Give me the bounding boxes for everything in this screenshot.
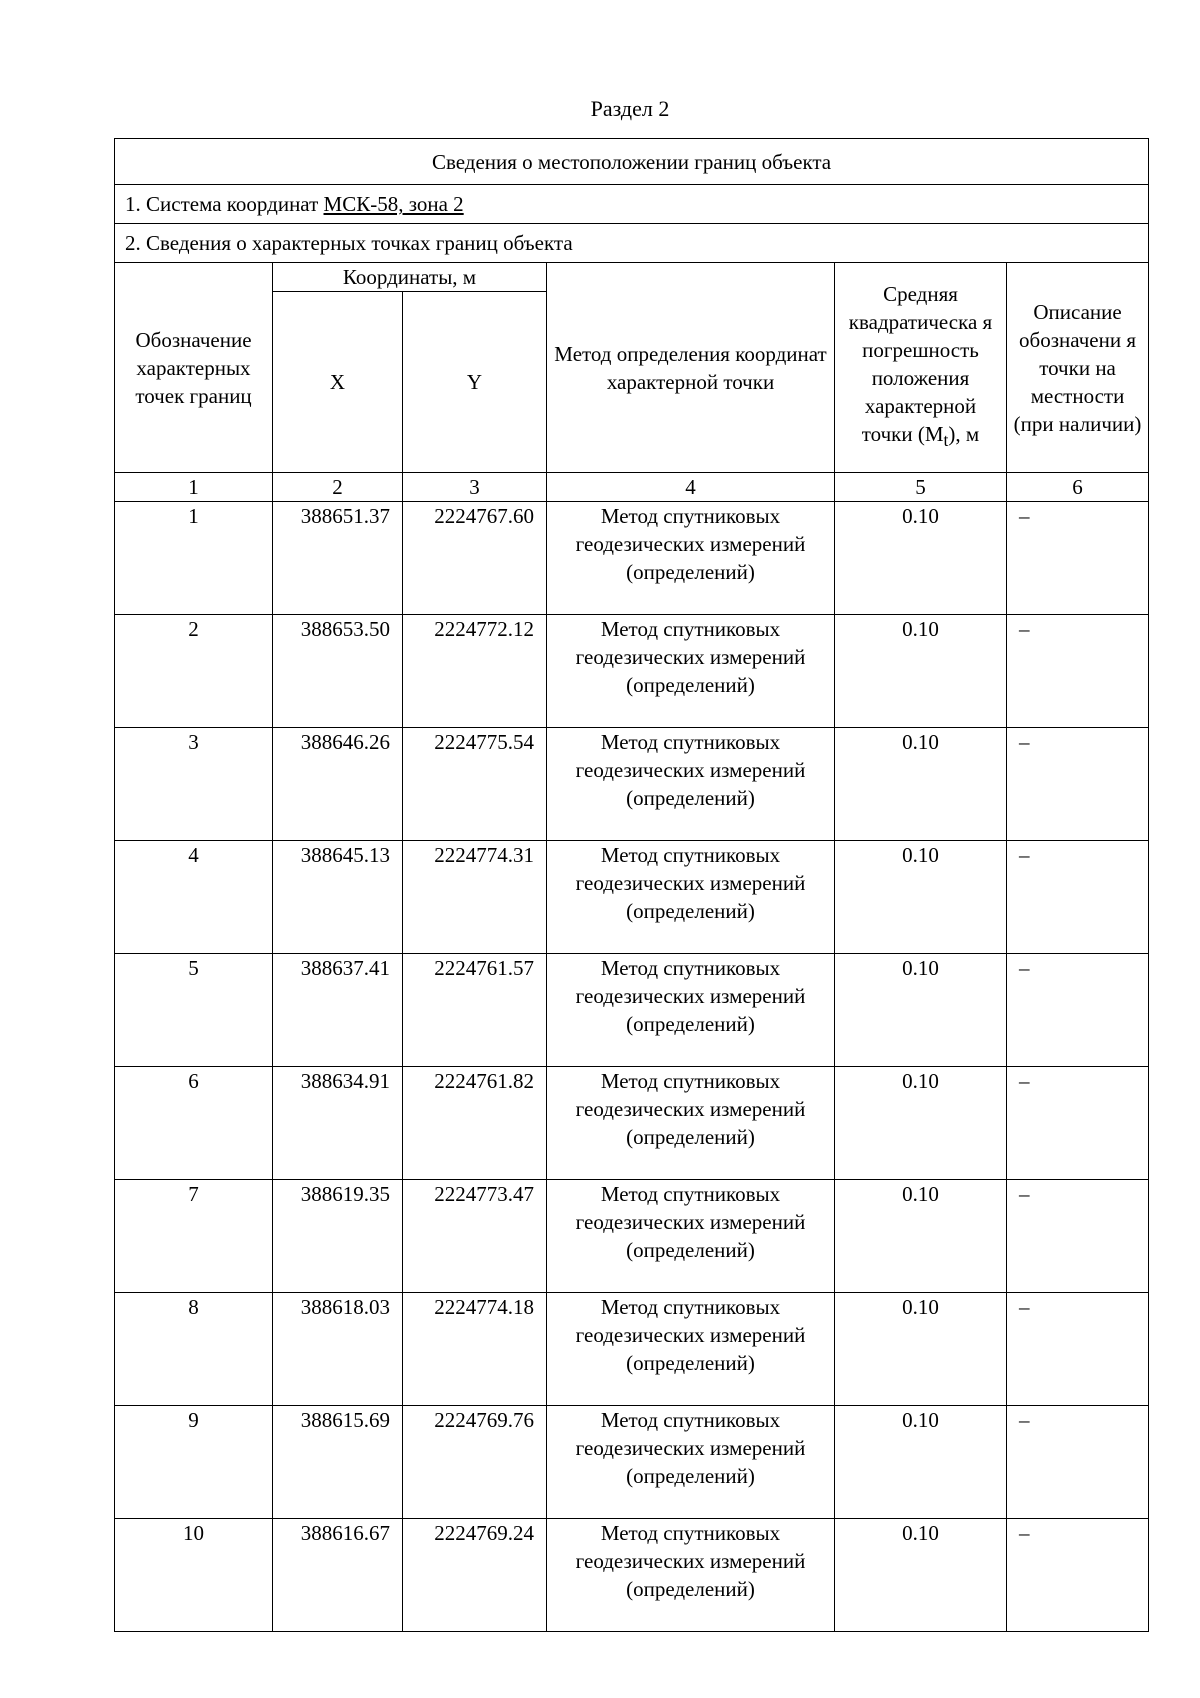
section-title: Раздел 2	[590, 96, 670, 121]
description: –	[1007, 502, 1149, 615]
table-row	[115, 954, 1149, 1067]
column-number: 6	[1007, 473, 1149, 502]
column-number: 4	[547, 473, 835, 502]
error: 0.10	[835, 1067, 1007, 1180]
table-row	[115, 1406, 1149, 1519]
method: Метод спутниковых геодезических измерений (определений)	[547, 615, 835, 728]
coord-x: 388645.13	[273, 841, 403, 954]
coord-x: 388646.26	[273, 728, 403, 841]
method: Метод спутниковых геодезических измерений (определений)	[547, 1406, 835, 1519]
coord-y: 2224773.47	[403, 1180, 547, 1293]
point-number: 5	[115, 954, 273, 1067]
point-number: 2	[115, 615, 273, 728]
col-header-x: X	[273, 292, 403, 473]
error: 0.10	[835, 728, 1007, 841]
column-number: 2	[273, 473, 403, 502]
coord-system-label: 1. Система координат	[125, 192, 324, 216]
description: –	[1007, 615, 1149, 728]
column-number: 3	[403, 473, 547, 502]
coord-x: 388653.50	[273, 615, 403, 728]
error: 0.10	[835, 1519, 1007, 1632]
coord-y: 2224774.31	[403, 841, 547, 954]
error: 0.10	[835, 1180, 1007, 1293]
points-heading: 2. Сведения о характерных точках границ объекта	[115, 224, 1149, 263]
point-number: 6	[115, 1067, 273, 1180]
coord-y: 2224772.12	[403, 615, 547, 728]
col-header-error-unit: ), м	[948, 422, 980, 447]
coord-y: 2224767.60	[403, 502, 547, 615]
point-number: 4	[115, 841, 273, 954]
error: 0.10	[835, 841, 1007, 954]
column-numbers-row	[115, 473, 1149, 502]
coord-x: 388634.91	[273, 1067, 403, 1180]
coord-y: 2224774.18	[403, 1293, 547, 1406]
coord-x: 388619.35	[273, 1180, 403, 1293]
error: 0.10	[835, 615, 1007, 728]
point-number: 10	[115, 1519, 273, 1632]
table-row	[115, 502, 1149, 615]
error: 0.10	[835, 502, 1007, 615]
col-header-error	[835, 263, 1007, 473]
coord-y: 2224769.24	[403, 1519, 547, 1632]
point-number: 3	[115, 728, 273, 841]
table-row	[115, 615, 1149, 728]
col-header-coords: Координаты, м	[273, 263, 547, 292]
method: Метод спутниковых геодезических измерений (определений)	[547, 954, 835, 1067]
coord-x: 388618.03	[273, 1293, 403, 1406]
coord-system-value: МСК-58, зона 2	[323, 192, 464, 216]
coord-x: 388637.41	[273, 954, 403, 1067]
column-number: 1	[115, 473, 273, 502]
coord-x: 388651.37	[273, 502, 403, 615]
coord-x: 388615.69	[273, 1406, 403, 1519]
coord-y: 2224775.54	[403, 728, 547, 841]
table-row	[115, 728, 1149, 841]
description: –	[1007, 1293, 1149, 1406]
method: Метод спутниковых геодезических измерений (определений)	[547, 1180, 835, 1293]
col-header-desc: Описание обозначени я точки на местности (при наличии)	[1007, 263, 1149, 473]
table-row	[115, 1180, 1149, 1293]
description: –	[1007, 1180, 1149, 1293]
coord-y: 2224761.82	[403, 1067, 547, 1180]
description: –	[1007, 841, 1149, 954]
col-header-y: Y	[403, 292, 547, 473]
table-title: Сведения о местоположении границ объекта	[115, 139, 1149, 185]
col-header-error-text: Средняя квадратическа я погрешность положения характерной точки (M	[848, 282, 993, 447]
method: Метод спутниковых геодезических измерений (определений)	[547, 1519, 835, 1632]
coord-x: 388616.67	[273, 1519, 403, 1632]
point-number: 9	[115, 1406, 273, 1519]
description: –	[1007, 1067, 1149, 1180]
method: Метод спутниковых геодезических измерений (определений)	[547, 1293, 835, 1406]
description: –	[1007, 728, 1149, 841]
table-row	[115, 1293, 1149, 1406]
table-row	[115, 1519, 1149, 1632]
col-header-error-sub: t	[943, 430, 949, 451]
coord-y: 2224769.76	[403, 1406, 547, 1519]
error: 0.10	[835, 1406, 1007, 1519]
point-number: 1	[115, 502, 273, 615]
method: Метод спутниковых геодезических измерений (определений)	[547, 728, 835, 841]
coord-system-row	[115, 185, 1149, 224]
description: –	[1007, 1406, 1149, 1519]
table-row	[115, 841, 1149, 954]
coord-y: 2224761.57	[403, 954, 547, 1067]
error: 0.10	[835, 1293, 1007, 1406]
error: 0.10	[835, 954, 1007, 1067]
method: Метод спутниковых геодезических измерений (определений)	[547, 502, 835, 615]
table-row	[115, 1067, 1149, 1180]
point-number: 8	[115, 1293, 273, 1406]
point-number: 7	[115, 1180, 273, 1293]
boundary-table	[114, 138, 1149, 1632]
method: Метод спутниковых геодезических измерений (определений)	[547, 1067, 835, 1180]
column-number: 5	[835, 473, 1007, 502]
method: Метод спутниковых геодезических измерений (определений)	[547, 841, 835, 954]
description: –	[1007, 954, 1149, 1067]
col-header-point: Обозначение характерных точек границ	[115, 263, 273, 473]
description: –	[1007, 1519, 1149, 1632]
col-header-method: Метод определения координат характерной точки	[547, 263, 835, 473]
